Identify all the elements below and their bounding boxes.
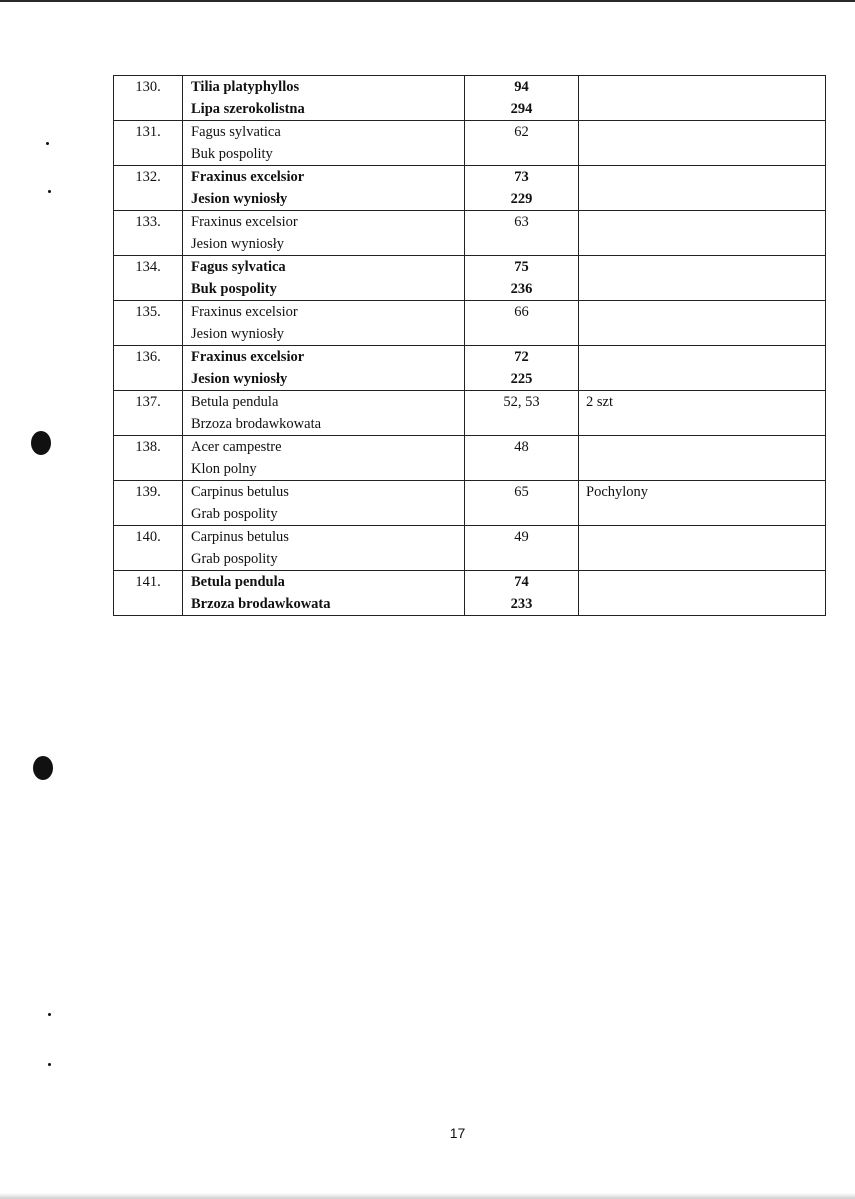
table-row [114,301,826,346]
table-row [114,166,826,211]
remarks-cell [579,301,826,346]
remarks-cell [579,346,826,391]
species-cell [183,481,465,526]
table-row [114,391,826,436]
species-cell [183,76,465,121]
girth-value-secondary: 229 [510,191,533,207]
girth-value: 52, 53 [503,394,540,410]
scan-speck [48,190,51,193]
girth-value-secondary: 294 [510,101,533,117]
girth-cell [465,301,579,346]
tree-number: 130. [135,79,161,95]
remarks-text [586,256,825,278]
girth-value-secondary [465,548,578,570]
species-latin-name: Fraxinus excelsior [191,349,305,365]
species-cell [183,346,465,391]
girth-value-secondary [465,143,578,165]
species-polish-name: Brzoza brodawkowata [191,596,331,612]
tree-number-cell [114,391,183,436]
table-row [114,526,826,571]
table-row [114,256,826,301]
girth-cell [465,481,579,526]
species-latin-name: Carpinus betulus [191,529,289,545]
species-latin-name: Fraxinus excelsior [191,214,298,230]
table-row [114,436,826,481]
girth-value-secondary: 236 [510,281,533,297]
tree-number: 135. [135,304,161,320]
scan-speck [48,1013,51,1016]
remarks-cell [579,166,826,211]
remarks-text [586,121,825,143]
remarks-cell [579,481,826,526]
species-polish-name: Lipa szerokolistna [191,101,305,117]
girth-value-secondary [465,458,578,480]
girth-value: 73 [514,169,529,185]
species-latin-name: Tilia platyphyllos [191,79,300,95]
tree-number: 139. [135,484,161,500]
species-latin-name: Fagus sylvatica [191,124,281,140]
species-latin-name: Carpinus betulus [191,484,289,500]
tree-number-cell [114,256,183,301]
table-row [114,481,826,526]
remarks-cell [579,211,826,256]
girth-value-secondary [465,413,578,435]
girth-value: 72 [514,349,529,365]
girth-cell [465,121,579,166]
species-polish-name: Buk pospolity [191,281,277,297]
species-polish-name: Jesion wyniosły [191,371,288,387]
table-row [114,346,826,391]
scan-top-edge [0,0,855,2]
species-latin-name: Betula pendula [191,394,279,410]
girth-cell [465,571,579,616]
remarks-text [586,436,825,458]
scan-speck [48,1063,51,1066]
tree-number-cell [114,346,183,391]
table-row [114,121,826,166]
tree-number-cell [114,436,183,481]
species-cell [183,301,465,346]
girth-cell [465,211,579,256]
remarks-text [586,211,825,233]
tree-number-cell [114,301,183,346]
girth-value-secondary: 225 [510,371,533,387]
species-cell [183,571,465,616]
species-cell [183,436,465,481]
punch-hole-upper [31,431,51,455]
girth-cell [465,436,579,481]
tree-number-cell [114,481,183,526]
remarks-text [586,571,825,593]
tree-number-cell [114,121,183,166]
species-polish-name: Brzoza brodawkowata [191,416,322,432]
tree-number: 131. [135,124,161,140]
species-cell [183,121,465,166]
species-polish-name: Klon polny [191,461,257,477]
girth-value: 48 [514,439,529,455]
tree-inventory-table [113,75,826,616]
remarks-cell [579,391,826,436]
girth-value-secondary: 233 [510,596,533,612]
girth-value-secondary [465,323,578,345]
species-polish-name: Jesion wyniosły [191,236,285,252]
girth-value-secondary [465,503,578,525]
species-latin-name: Fraxinus excelsior [191,304,298,320]
species-cell [183,391,465,436]
tree-number: 137. [135,394,161,410]
remarks-text: 2 szt [586,394,613,410]
girth-value: 75 [514,259,529,275]
species-cell [183,211,465,256]
girth-value: 66 [514,304,529,320]
species-cell [183,166,465,211]
girth-value: 49 [514,529,529,545]
remarks-cell [579,121,826,166]
species-cell [183,526,465,571]
remarks-cell [579,526,826,571]
girth-cell [465,391,579,436]
tree-number: 136. [135,349,161,365]
species-polish-name: Jesion wyniosły [191,191,288,207]
remarks-cell [579,256,826,301]
remarks-cell [579,436,826,481]
species-polish-name: Grab pospolity [191,506,278,522]
tree-number: 133. [135,214,161,230]
remarks-cell [579,571,826,616]
species-latin-name: Fagus sylvatica [191,259,286,275]
remarks-cell [579,76,826,121]
girth-cell [465,526,579,571]
girth-value-secondary [465,233,578,255]
species-cell [183,256,465,301]
tree-number-cell [114,166,183,211]
girth-value: 74 [514,574,529,590]
species-polish-name: Jesion wyniosły [191,326,285,342]
species-latin-name: Acer campestre [191,439,282,455]
girth-cell [465,76,579,121]
remarks-text: Pochylony [586,484,649,500]
tree-number: 132. [135,169,161,185]
tree-number-cell [114,571,183,616]
punch-hole-lower [33,756,53,780]
girth-value: 65 [514,484,529,500]
tree-number: 138. [135,439,161,455]
girth-value: 63 [514,214,529,230]
tree-number: 141. [135,574,161,590]
girth-value: 62 [514,124,529,140]
remarks-text [586,301,825,323]
species-latin-name: Betula pendula [191,574,285,590]
table-row [114,571,826,616]
tree-number-cell [114,526,183,571]
remarks-text [586,166,825,188]
table-row [114,76,826,121]
girth-cell [465,346,579,391]
species-polish-name: Buk pospolity [191,146,273,162]
tree-number: 134. [135,259,161,275]
scan-bottom-edge [0,1193,855,1199]
remarks-text [586,346,825,368]
girth-cell [465,166,579,211]
species-polish-name: Grab pospolity [191,551,278,567]
scan-speck [46,142,49,145]
species-latin-name: Fraxinus excelsior [191,169,305,185]
girth-value: 94 [514,79,529,95]
tree-number: 140. [135,529,161,545]
girth-cell [465,256,579,301]
remarks-text [586,526,825,548]
remarks-text [586,76,825,98]
tree-number-cell [114,76,183,121]
table-row [114,211,826,256]
page-number: 17 [449,1125,466,1141]
tree-inventory-body [114,76,826,616]
tree-number-cell [114,211,183,256]
